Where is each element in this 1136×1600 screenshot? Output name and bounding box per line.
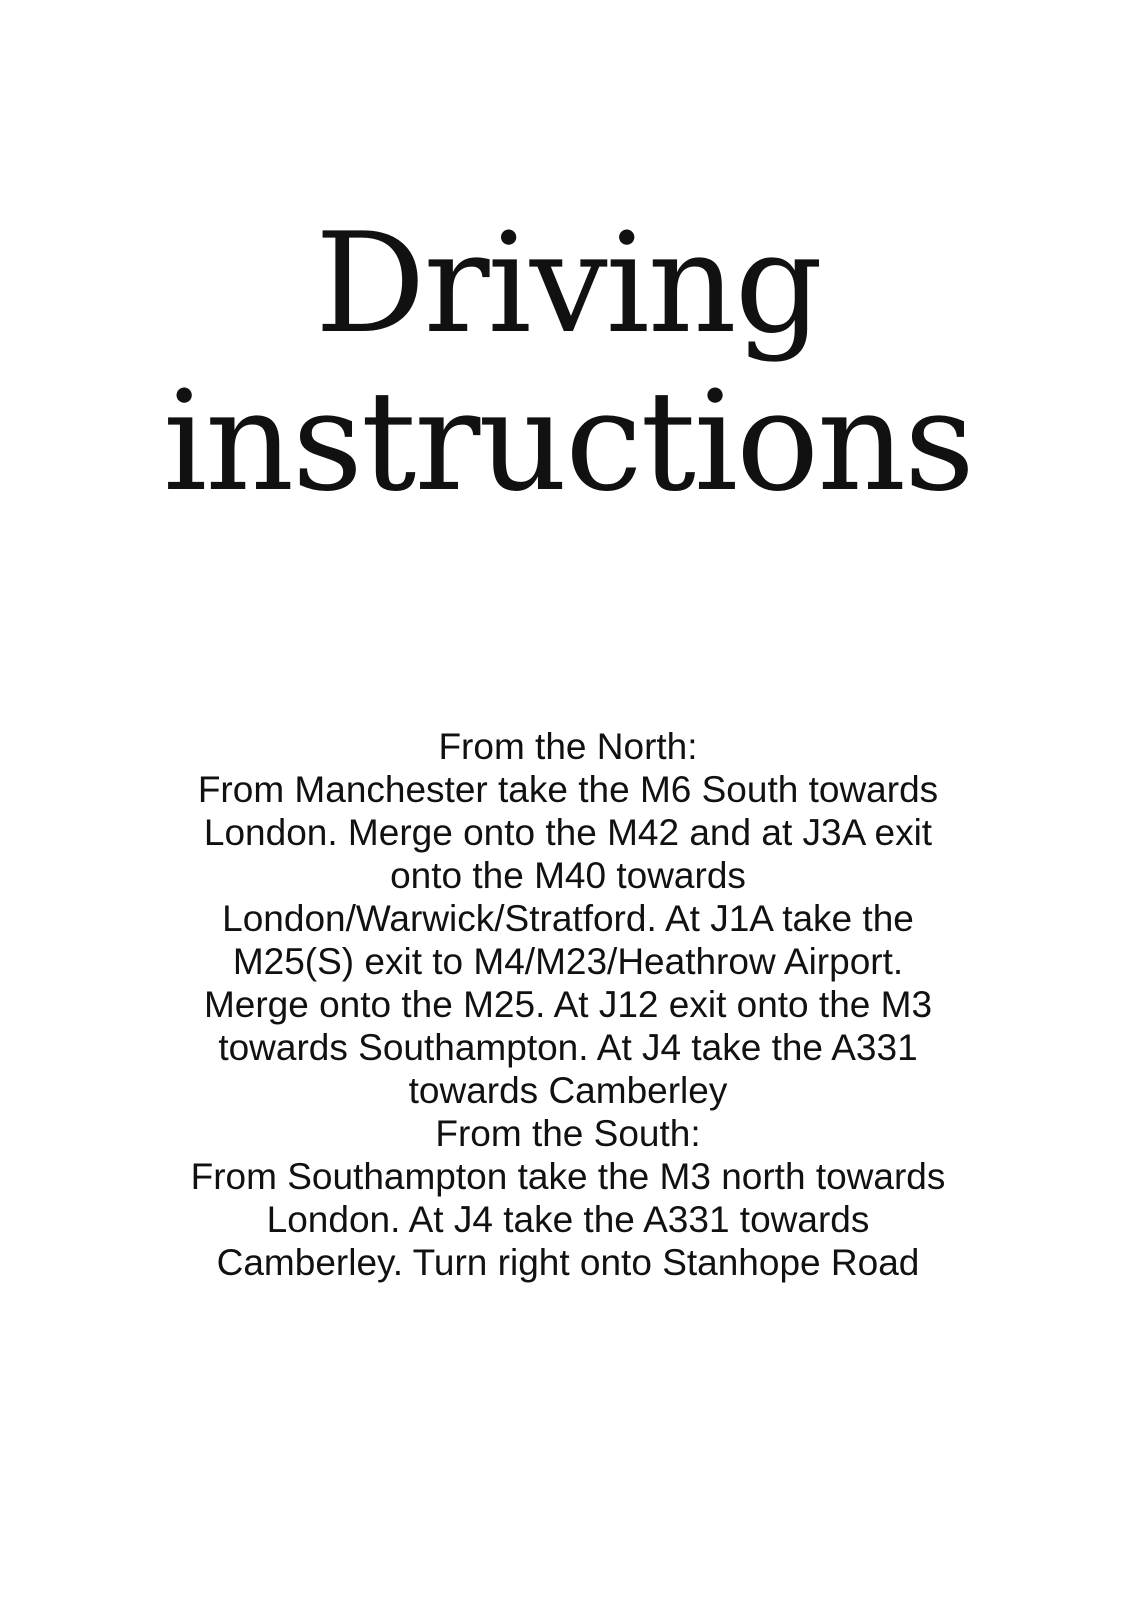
text-line: From Manchester take the M6 South towards [197, 769, 939, 810]
title-line-2: instructions [163, 361, 973, 522]
page-title [0, 205, 1136, 521]
text-line: towards Camberley [408, 1070, 728, 1111]
text-line: onto the M40 towards [390, 855, 746, 896]
text-line: M25(S) exit to M4/M23/Heathrow Airport. [232, 941, 904, 982]
text-line: Merge onto the M25. At J12 exit onto the M3 [203, 984, 933, 1025]
heading-from-south: From the South: [435, 1113, 701, 1154]
text-line: towards Southampton. At J4 take the A331 [218, 1027, 918, 1068]
title-line-1: Driving [314, 203, 822, 364]
text-line: London. At J4 take the A331 towards [266, 1199, 870, 1240]
text-line: London. Merge onto the M42 and at J3A exit [203, 812, 933, 853]
text-line: London/Warwick/Stratford. At J1A take the [222, 898, 914, 939]
heading-from-north: From the North: [438, 726, 698, 767]
instructions-text [130, 725, 1006, 1284]
text-line: From Southampton take the M3 north towards [190, 1156, 946, 1197]
text-line: Camberley. Turn right onto Stanhope Road [216, 1242, 920, 1283]
